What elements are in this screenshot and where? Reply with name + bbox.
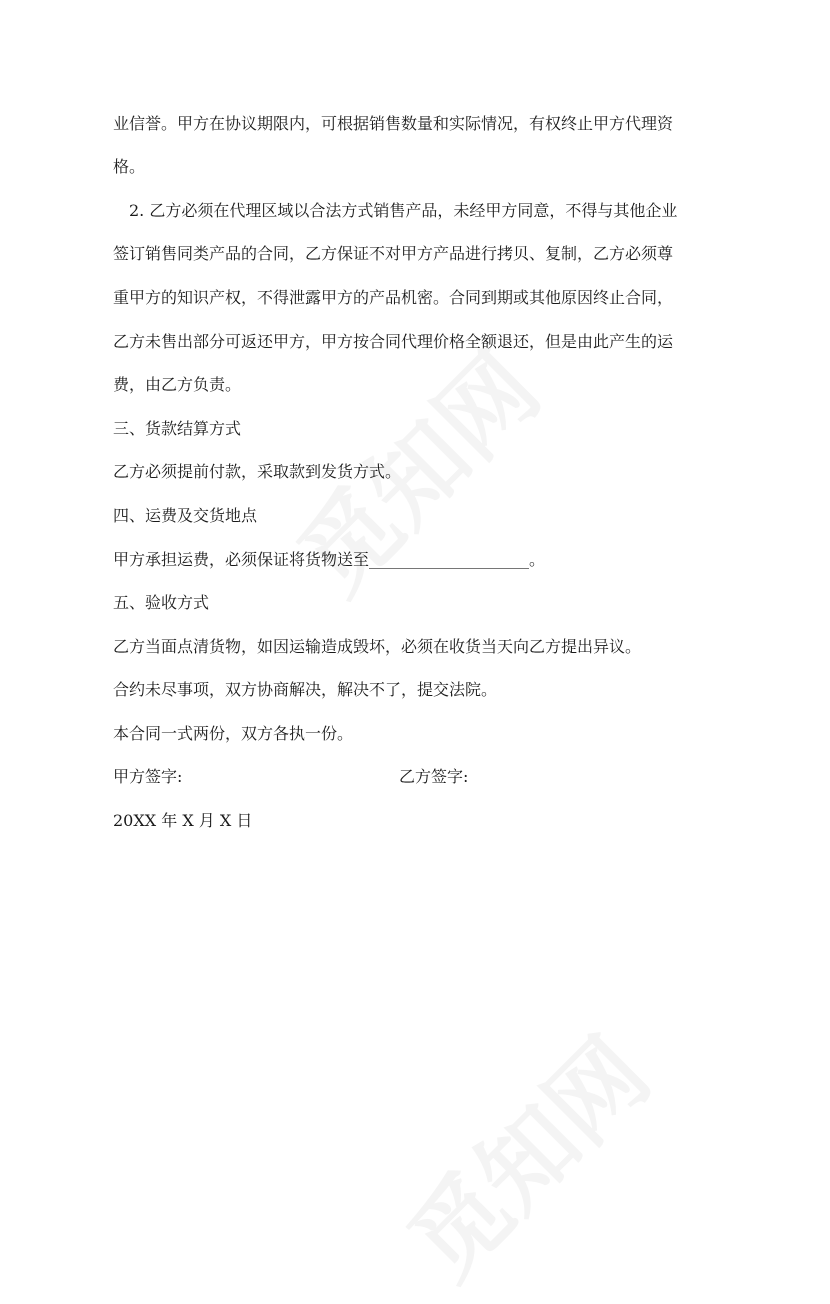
paragraph-line: 格。 bbox=[113, 157, 146, 176]
party-b-signature-label: 乙方签字: bbox=[399, 767, 469, 786]
paragraph-line: 重甲方的知识产权，不得泄露甲方的产品机密。合同到期或其他原因终止合同， bbox=[113, 288, 674, 307]
paragraph-line: 本合同一式两份，双方各执一份。 bbox=[113, 724, 354, 743]
paragraph-line: 签订销售同类产品的合同，乙方保证不对甲方产品进行拷贝、复制，乙方必须尊 bbox=[113, 244, 674, 263]
paragraph-line: 乙方当面点清货物，如因运输造成毁坏，必须在收货当天向乙方提出异议。 bbox=[113, 637, 642, 656]
paragraph-line: 合约未尽事项，双方协商解决，解决不了，提交法院。 bbox=[113, 680, 498, 699]
paragraph-line: 乙方必须提前付款，采取款到发货方式。 bbox=[113, 462, 402, 481]
party-a-signature-label: 甲方签字: bbox=[113, 767, 183, 786]
section-heading: 五、验收方式 bbox=[113, 593, 210, 612]
paragraph-line: 2. 乙方必须在代理区域以合法方式销售产品，未经甲方同意，不得与其他企业 bbox=[129, 201, 678, 220]
paragraph-line: 甲方承担运费，必须保证将货物送至____________________。 bbox=[113, 550, 546, 569]
paragraph-line: 费，由乙方负责。 bbox=[113, 375, 242, 394]
watermark bbox=[374, 1003, 675, 1304]
date-line: 20XX 年 X 月 X 日 bbox=[113, 811, 253, 830]
section-heading: 四、运费及交货地点 bbox=[113, 506, 258, 525]
paragraph-line: 业信誉。甲方在协议期限内，可根据销售数量和实际情况，有权终止甲方代理资 bbox=[113, 114, 674, 133]
paragraph-line: 乙方未售出部分可返还甲方，甲方按合同代理价格全额退还，但是由此产生的运 bbox=[113, 332, 674, 351]
section-heading: 三、货款结算方式 bbox=[113, 419, 242, 438]
